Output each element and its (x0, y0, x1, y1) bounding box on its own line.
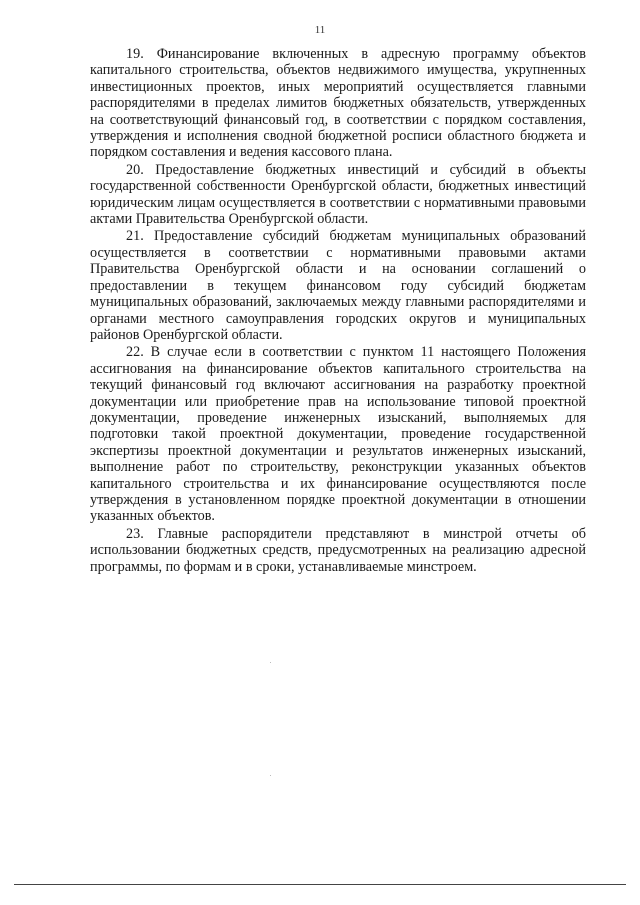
scan-bottom-edge (14, 884, 626, 885)
page-number: 11 (314, 24, 326, 36)
scan-speck (270, 662, 271, 663)
paragraph-19: 19. Финансирование включенных в адресную программу объектов капитального строительства, объектов недвижимого имущества, укрупненных инвестиционных проектов, иных мероприятий осуществляется главными распорядителями в пределах лимитов бюджетных обязательств, утвержденных на соответствующий финансовый год, в соответствии с порядком составления, утверждения и исполнения сводной бюджетной росписи областного бюджета и порядком составления и ведения кассового плана. (90, 46, 586, 161)
scan-speck (270, 775, 271, 776)
paragraph-23: 23. Главные распорядители представляют в минстрой отчеты об использовании бюджетных средств, предусмотренных на реализацию адресной программы, по формам и в сроки, устанавливаемые минстроем. (90, 525, 586, 575)
paragraph-22: 22. В случае если в соответствии с пунктом 11 настоящего Положения ассигнования на финансирование объектов капитального строительства на текущий финансовый год включают ассигнования на разработку проектной документации или приобретение прав на использование типовой проектной документации, проведение инженерных изысканий, выполняемых для подготовки такой проектной документации, проведение государственной экспертизы проектной документации и результатов инженерных изысканий, выполнение работ по строительству, реконструкции указанных объектов капитального строительства и их финансирование осуществляются после утверждения в установленном порядке проектной документации в отношении указанных объектов. (90, 344, 586, 525)
paragraph-21: 21. Предоставление субсидий бюджетам муниципальных образований осуществляется в соответствии с нормативными правовыми актами Правительства Оренбургской области и на основании соглашений о предоставлении в текущем финансовом году субсидий бюджетам муниципальных образований, заключаемых между главными распорядителями и органами местного самоуправления городских округов и муниципальных районов Оренбургской области. (90, 228, 586, 343)
document-body (90, 46, 586, 575)
paragraph-20: 20. Предоставление бюджетных инвестиций и субсидий в объекты государственной собственности Оренбургской области, бюджетных инвестиций юридическим лицам осуществляется в соответствии с нормативными правовыми актами Правительства Оренбургской области. (90, 161, 586, 228)
